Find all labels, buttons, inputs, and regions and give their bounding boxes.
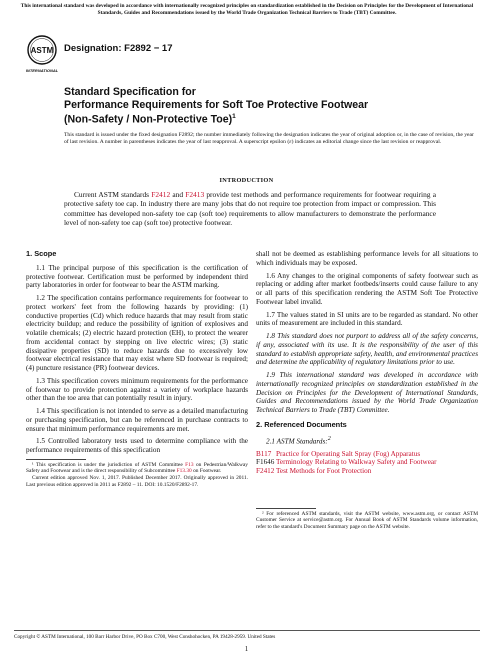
introduction-heading: INTRODUCTION — [219, 177, 274, 184]
section-1-5: 1.5 Controlled laboratory tests used to determine compliance with the performance requirements of this specification — [26, 437, 248, 454]
section-1-5-continued: shall not be deemed as establishing performance levels for all situations to which individuals may be exposed. — [256, 250, 478, 267]
reference-b117[interactable]: B117 Practice for Operating Salt Spray (Fog) Apparatus — [256, 449, 421, 458]
section-1-4: 1.4 This specification is not intended to serve as a detailed manufacturing or purchasing specification, but can be referenced in purchase contracts to ensure that minimum performance requirements are met. — [26, 407, 248, 433]
astm-standards-subheading: 2.1 ASTM Standards:$^2$ — [266, 435, 331, 445]
link-f2412[interactable]: F2412 — [151, 190, 171, 199]
tbt-notice: This international standard was developed in accordance with internationally recognized principles on standardization established in the Decision on Principles for the Development of International Standards, Guides and Recommendations issued by the World Trade Organization Technical Barriers to Trade (TBT) Committee. — [20, 3, 474, 16]
section-1-7: 1.7 The values stated in SI units are to be regarded as standard. No other units of measurement are included in this standard. — [256, 310, 478, 328]
footnote-2: ² For referenced ASTM standards, visit the ASTM website, www.astm.org, or contact ASTM Customer Service at service@astm.org. For Annual Book of ASTM Standards volume information, refer to the standard's Document Summary page on the ASTM website. — [256, 510, 478, 531]
footnote-1: ¹ This specification is under the jurisdiction of ASTM Committee F13 on Pedestrian/Walkway Safety and Footwear and is the direct responsibility of Subcommittee F13.30 on Footwear. — [26, 461, 248, 475]
copyright-notice: Copyright © ASTM International, 100 Barr Harbor Drive, PO Box C700, West Conshohocken, PA 19428-2959. United States — [14, 634, 276, 640]
section-1-3: 1.3 This specification covers minimum requirements for the performance of footwear to provide protection against a variety of workplace hazards other than the toe area that can potentially result in injury. — [26, 376, 248, 403]
reference-f1646[interactable]: F1646 Terminology Relating to Walkway Safety and Footwear — [256, 458, 437, 467]
astm-logo — [26, 34, 58, 80]
referenced-documents-heading: 2. Referenced Documents — [256, 419, 347, 429]
logo-caption: INTERNATIONAL — [26, 68, 58, 73]
right-column — [256, 250, 478, 531]
link-f13[interactable]: F13 — [185, 461, 194, 468]
left-column — [26, 250, 248, 488]
edition-note: This standard is issued under the fixed designation F2892; the number immediately following the designation indicates the year of original adoption or, in the case of revision, the year of last revision. A number in parentheses indicates the year of last reapproval. A superscript epsilon (ε) indicates an editorial change since the last revision or reapproval. — [64, 132, 474, 145]
document-title — [64, 86, 474, 126]
reference-f2412[interactable]: F2412 Test Methods for Foot Protection — [256, 467, 372, 476]
section-1-2: 1.2 The specification contains performance requirements for footwear to protect workers' feet from the following hazards by providing: (1) conductive properties (Cd) which reduce hazards that may result from static electricity buildup; and reduce the possibility of ignition of explosives and volatile chemicals; (2) electric hazard protection (EH), to protect the wearer from accidental contact by stepping on live electric wires; (3) static dissipative properties (SD) to reduce hazards due to excessively low footwear electrical resistance that may exist where SD footwear is required; (4) puncture resistance (PR) footwear devices. — [26, 294, 248, 372]
footnote-rule-2 — [256, 508, 316, 509]
section-1-9: 1.9 This international standard was developed in accordance with internationally recognized principles on standardization established in the Decision on Principles for the Development of International Standards, Guides and Recommendations issued by the World Trade Organization Technical Barriers to Trade (TBT) Committee. — [256, 371, 478, 414]
title-footnote-mark: 1 — [232, 113, 236, 120]
introduction-text: Current ASTM standards F2412 and F2413 provide test methods and performance requirements for footwear requiring a protective safety toe cap. In industry there are many jobs that do not require toe protection from impact or compression. This committee has developed non-safety toe cap (soft toe) requirements to allow manufacturers to demonstrate the performance level of non-safety toe cap (soft toe) protective footwear. — [64, 190, 436, 228]
section-1-8: 1.8 This standard does not purport to address all of the safety concerns, if any, associated with its use. It is the responsibility of the user of this standard to establish appropriate safety, health, and environmental practices and determine the applicability of regulatory limitations prior to use. — [256, 332, 478, 367]
scope-heading: 1. Scope — [26, 249, 57, 258]
footnote-rule — [26, 459, 86, 460]
page-number: 1 — [244, 645, 249, 653]
title-line-1: Standard Specification for — [64, 86, 196, 98]
logo-text: ASTM — [30, 46, 54, 55]
title-line-2: Performance Requirements for Soft Toe Protective Footwear — [64, 98, 369, 111]
designation: Designation: F2892 − 17 — [64, 43, 173, 54]
section-1-1: 1.1 The principal purpose of this specification is the certification of protective footwear. Certification must be performed by independent third party laboratories in order for footwear to bear the ASTM marking. — [26, 263, 248, 290]
title-line-3: (Non-Safety / Non-Protective Toe)$^1$ — [64, 113, 236, 126]
section-1-6: 1.6 Any changes to the original components of safety footwear such as replacing or adding after market footbeds/inserts could cause failure to any or all parts of this specification rendering the ASTM Soft Toe Protective Footwear label invalid. — [256, 271, 478, 306]
footer-rule — [14, 630, 480, 631]
link-f13-30[interactable]: F13.30 — [176, 468, 192, 475]
link-f2413[interactable]: F2413 — [185, 190, 205, 199]
footnote-1-edition: Current edition approved Nov. 1, 2017. Published December 2017. Originally approved in 2011. Last previous edition approved in 2011 as F2892 – 11. DOI: 10.1520/F2892-17. — [26, 474, 248, 488]
